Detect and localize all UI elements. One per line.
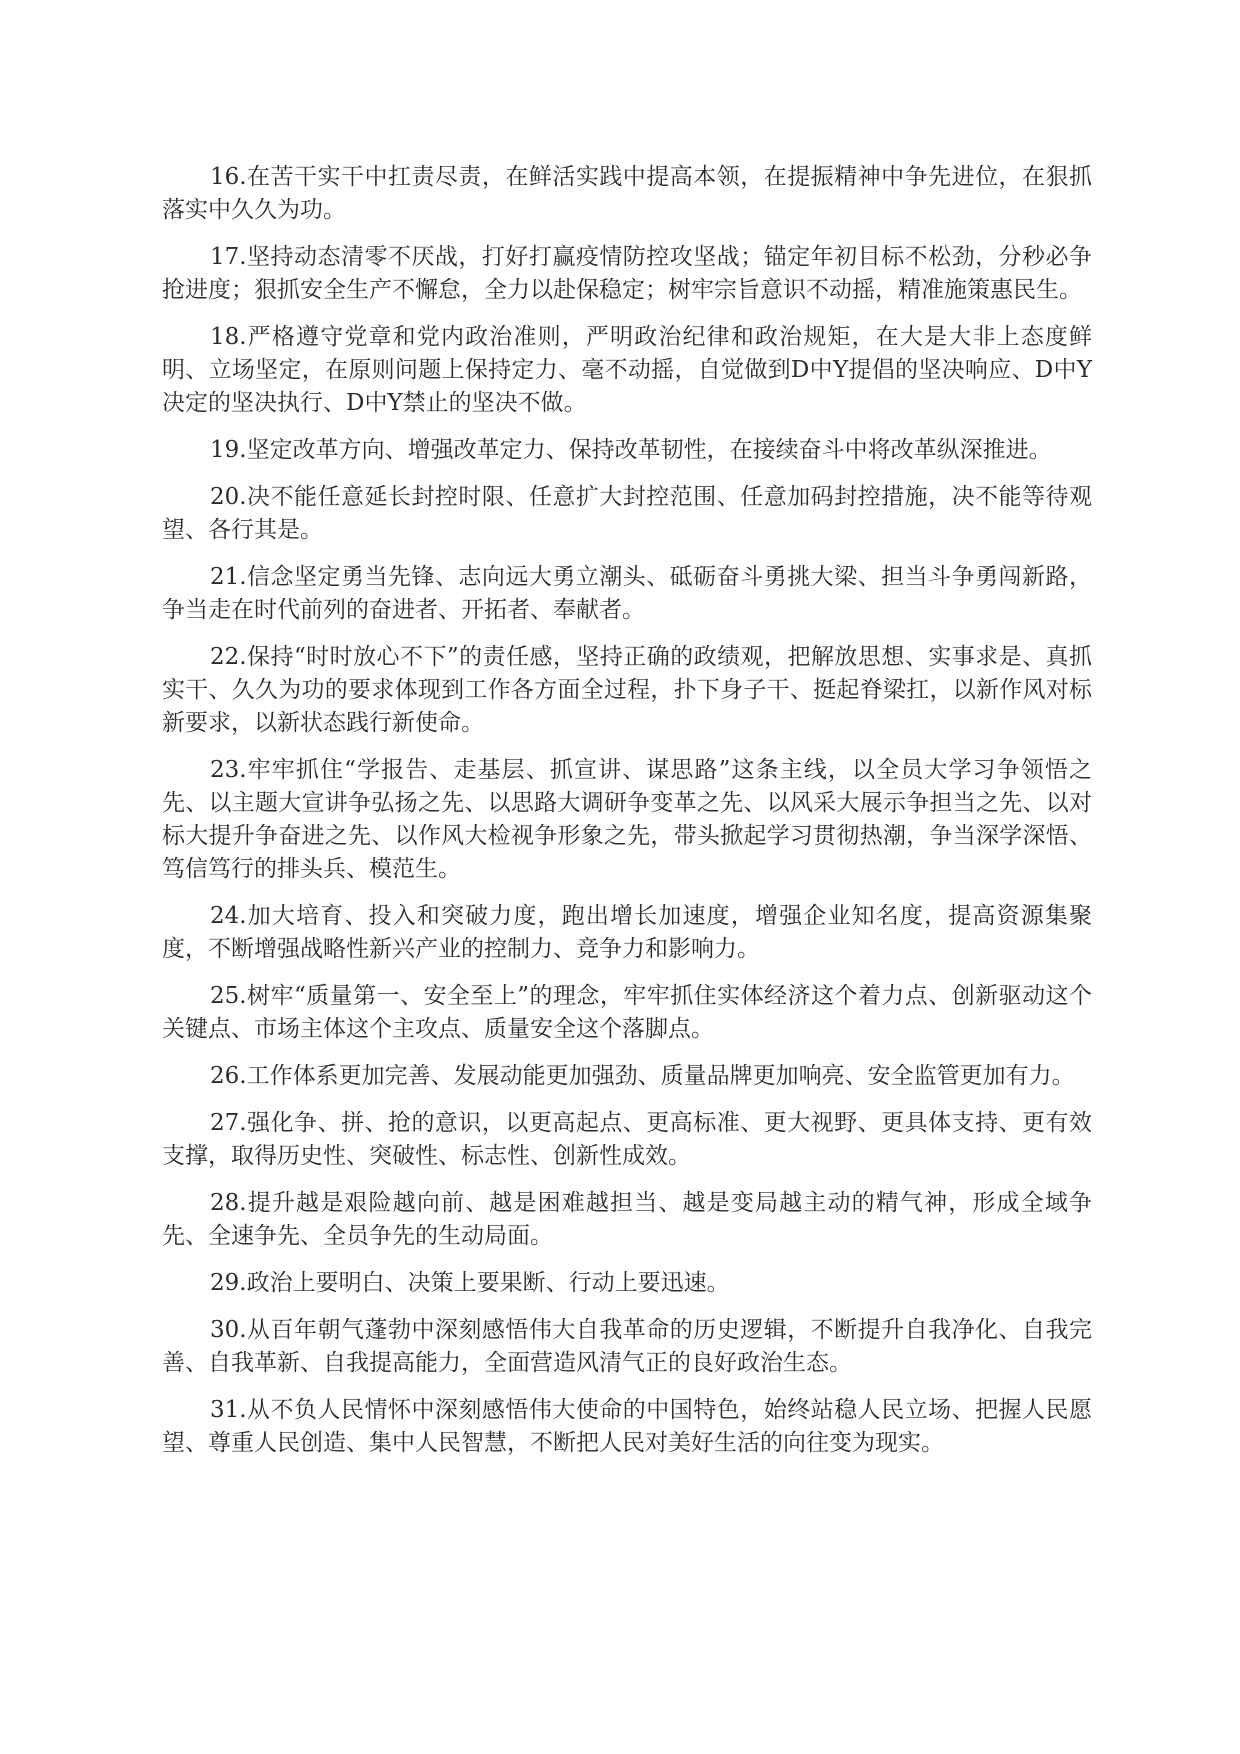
paragraph-19: 19.坚定改革方向、增强改革定力、保持改革韧性，在接续奋斗中将改革纵深推进。 (210, 437, 1052, 463)
paragraph-26: 26.工作体系更加完善、发展动能更加强劲、质量品牌更加响亮、安全监管更加有力。 (210, 1063, 1075, 1089)
paragraph-30: 30.从百年朝气蓬勃中深刻感悟伟大自我革命的历史逻辑，不断提升自我净化、自我完善、自我革新、自我提高能力，全面营造风清气正的良好政治生态。 (162, 1317, 1092, 1376)
paragraph-18: 18.严格遵守党章和党内政治准则，严明政治纪律和政治规矩，在大是大非上态度鲜明、立场坚定，在原则问题上保持定力、毫不动摇，自觉做到D中Y提倡的坚决响应、D中Y决定的坚决执行、D中Y禁止的坚决不做。 (162, 324, 1092, 416)
paragraph-17: 17.坚持动态清零不厌战，打好打赢疫情防控攻坚战；锚定年初目标不松劲，分秒必争抢进度；狠抓安全生产不懈怠，全力以赴保稳定；树牢宗旨意识不动摇，精准施策惠民生。 (162, 244, 1092, 303)
paragraph-23: 23.牢牢抓住“学报告、走基层、抓宣讲、谋思路”这条主线，以全员大学习争领悟之先、以主题大宣讲争弘扬之先、以思路大调研争变革之先、以风采大展示争担当之先、以对标大提升争奋进之先、以作风大检视争形象之先，带头掀起学习贯彻热潮，争当深学深悟、笃信笃行的排头兵、模范生。 (162, 757, 1092, 882)
document-body (162, 161, 1092, 1474)
paragraph-22: 22.保持“时时放心不下”的责任感，坚持正确的政绩观，把解放思想、实事求是、真抓实干、久久为功的要求体现到工作各方面全过程，扑下身子干、挺起脊梁扛，以新作风对标新要求，以新状态践行新使命。 (162, 644, 1092, 736)
paragraph-28: 28.提升越是艰险越向前、越是困难越担当、越是变局越主动的精气神，形成全域争先、全速争先、全员争先的生动局面。 (162, 1190, 1092, 1249)
paragraph-29: 29.政治上要明白、决策上要果断、行动上要迅速。 (210, 1270, 730, 1296)
paragraph-21: 21.信念坚定勇当先锋、志向远大勇立潮头、砥砺奋斗勇挑大梁、担当斗争勇闯新路，争当走在时代前列的奋进者、开拓者、奉献者。 (162, 564, 1092, 623)
paragraph-31: 31.从不负人民情怀中深刻感悟伟大使命的中国特色，始终站稳人民立场、把握人民愿望、尊重人民创造、集中人民智慧，不断把人民对美好生活的向往变为现实。 (162, 1397, 1092, 1456)
paragraph-27: 27.强化争、拼、抢的意识，以更高起点、更高标准、更大视野、更具体支持、更有效支撑，取得历史性、突破性、标志性、创新性成效。 (162, 1110, 1092, 1169)
paragraph-24: 24.加大培育、投入和突破力度，跑出增长加速度，增强企业知名度，提高资源集聚度，不断增强战略性新兴产业的控制力、竞争力和影响力。 (162, 903, 1092, 962)
paragraph-25: 25.树牢“质量第一、安全至上”的理念，牢牢抓住实体经济这个着力点、创新驱动这个关键点、市场主体这个主攻点、质量安全这个落脚点。 (162, 983, 1092, 1042)
paragraph-20: 20.决不能任意延长封控时限、任意扩大封控范围、任意加码封控措施，决不能等待观望、各行其是。 (162, 484, 1092, 543)
paragraph-16: 16.在苦干实干中扛责尽责，在鲜活实践中提高本领，在提振精神中争先进位，在狠抓落实中久久为功。 (162, 164, 1092, 223)
